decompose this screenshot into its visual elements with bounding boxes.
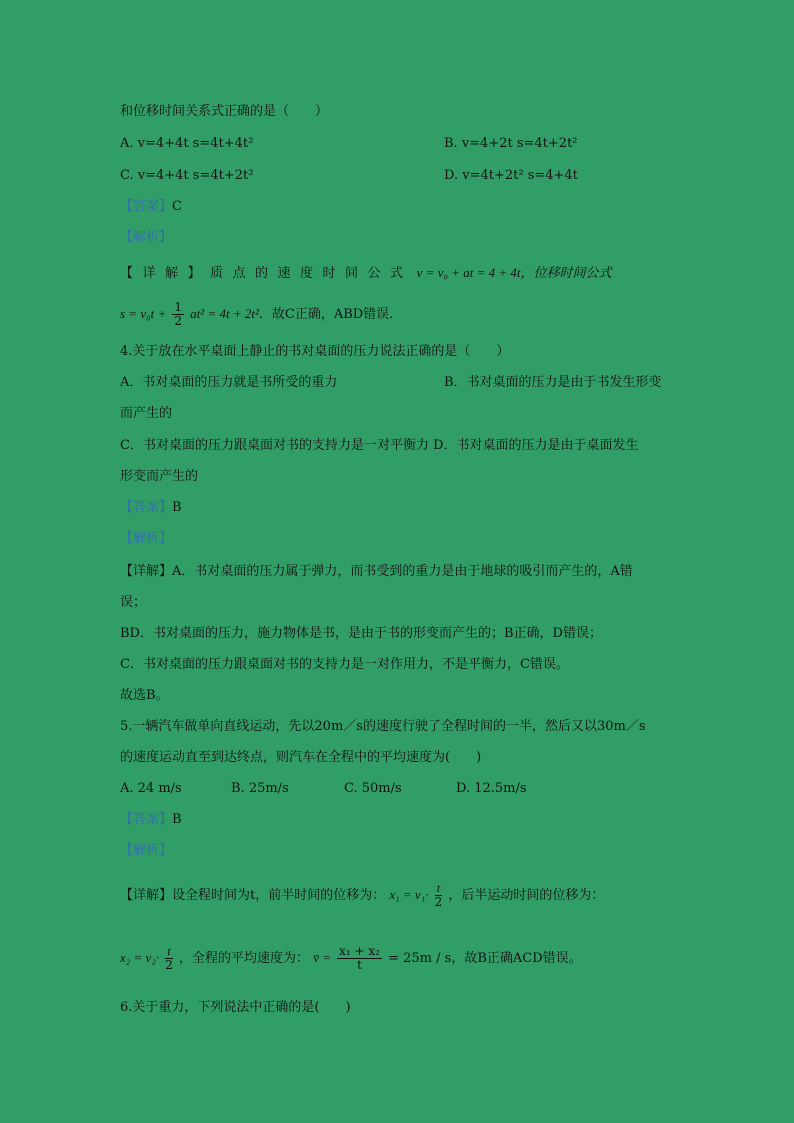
answer-tag: 【答案】 (120, 812, 173, 827)
q4-conclusion: 故选B。 (120, 688, 169, 703)
q5-stem-2: 的速度运动直至到达终点，则汽车在全程中的平均速度为( ) (120, 750, 482, 765)
q5-detail-1 (120, 880, 604, 911)
q4-option-a: A．书对桌面的压力就是书所受的重力 (120, 375, 338, 390)
q4-option-c: C．书对桌面的压力跟桌面对书的支持力是一对平衡力 (120, 438, 429, 453)
q3-analysis-tag: 【解析】 (120, 230, 173, 245)
q3-option-d: D. v=4t+2t² s=4+4t (444, 168, 578, 183)
q4-detail-2: BD．书对桌面的压力，施力物体是书，是由于书的形变而产生的；B正确，D错误； (120, 626, 602, 641)
q5-option-b: B. 25m/s (231, 781, 289, 796)
answer-value: C (172, 199, 182, 214)
velocity-formula: v = v₀ + at = 4 + 4t，位移时间公式 (416, 265, 612, 280)
second-half-displacement: x₂ = v₂· (120, 950, 160, 965)
fraction-t-over-2: $\frac{t}{2}$ (434, 881, 443, 909)
answer-value: B (172, 812, 182, 827)
detail-text: 【详解】质点的速度时间公式 (120, 266, 413, 281)
q5-stem-1: 5.一辆汽车做单向直线运动，先以20m／s的速度行驶了全程时间的一半，然后又以30m／s (120, 719, 646, 734)
detail-mid: ，全程的平均速度为： (179, 951, 310, 966)
q5-option-c: C. 50m/s (344, 781, 402, 796)
q5-analysis-tag: 【解析】 (120, 843, 173, 858)
q4-option-b-cont: 而产生的 (120, 406, 173, 421)
q3-stem-tail: 和位移时间关系式正确的是（ ） (120, 104, 329, 119)
q3-option-b: B. v=4+2t s=4t+2t² (444, 136, 578, 151)
q4-option-d: D．书对桌面的压力是由于桌面发生 (433, 438, 639, 453)
q5-answer (120, 811, 182, 829)
q4-detail-1: 【详解】A．书对桌面的压力属于弹力，而书受到的重力是由于地球的吸引而产生的，A错 (120, 564, 633, 579)
displacement-formula-right: at² = 4t + 2t² (190, 306, 259, 321)
first-half-displacement: x₁ = v₁· (389, 887, 429, 902)
q4-option-b: B．书对桌面的压力是由于书发生形变 (444, 375, 662, 390)
q3-option-a: A. v=4+4t s=4t+4t² (120, 136, 254, 151)
q4-analysis-tag: 【解析】 (120, 531, 173, 546)
displacement-formula-left: s = v₀t + (120, 306, 167, 321)
fraction-half: $\frac{1}{2}$ (174, 300, 183, 328)
average-velocity-result: = 25m / s (388, 951, 452, 966)
q4-detail-1-cont: 误； (120, 595, 147, 610)
q4-answer (120, 499, 182, 517)
detail-tail: ，后半运动时间的位移为： (448, 888, 605, 903)
q3-option-c: C. v=4+4t s=4t+2t² (120, 168, 254, 183)
q4-option-c-d (120, 437, 639, 455)
answer-tag: 【答案】 (120, 500, 173, 515)
q3-detail-line1 (120, 264, 612, 283)
fraction-sum-over-t: $\frac{\text{x₁ + x₂}}{t}$ (339, 944, 380, 972)
detail-tail: ，故B正确ACD错误。 (451, 951, 582, 966)
average-velocity-symbol: v̄ = (313, 950, 331, 965)
q5-detail-2 (120, 943, 582, 974)
q4-stem: 4.关于放在水平桌面上静止的书对桌面的压力说法正确的是（ ） (120, 344, 510, 359)
q5-option-a: A. 24 m/s (120, 781, 182, 796)
answer-value: B (172, 500, 182, 515)
fraction-t-over-2: $\frac{t}{2}$ (165, 944, 173, 972)
q4-detail-3: C．书对桌面的压力跟桌面对书的支持力是一对作用力，不是平衡力，C错误。 (120, 657, 569, 672)
q4-option-d-cont: 形变而产生的 (120, 469, 199, 484)
answer-tag: 【答案】 (120, 199, 173, 214)
q6-stem: 6.关于重力，下列说法中正确的是( ) (120, 1000, 351, 1015)
detail-conclusion: ．故C正确，ABD错误． (258, 307, 403, 322)
q5-option-d: D. 12.5m/s (456, 781, 527, 796)
q3-answer (120, 198, 182, 216)
q3-detail-line2 (120, 300, 402, 329)
detail-text: 【详解】设全程时间为t，前半时间的位移为： (120, 888, 386, 903)
